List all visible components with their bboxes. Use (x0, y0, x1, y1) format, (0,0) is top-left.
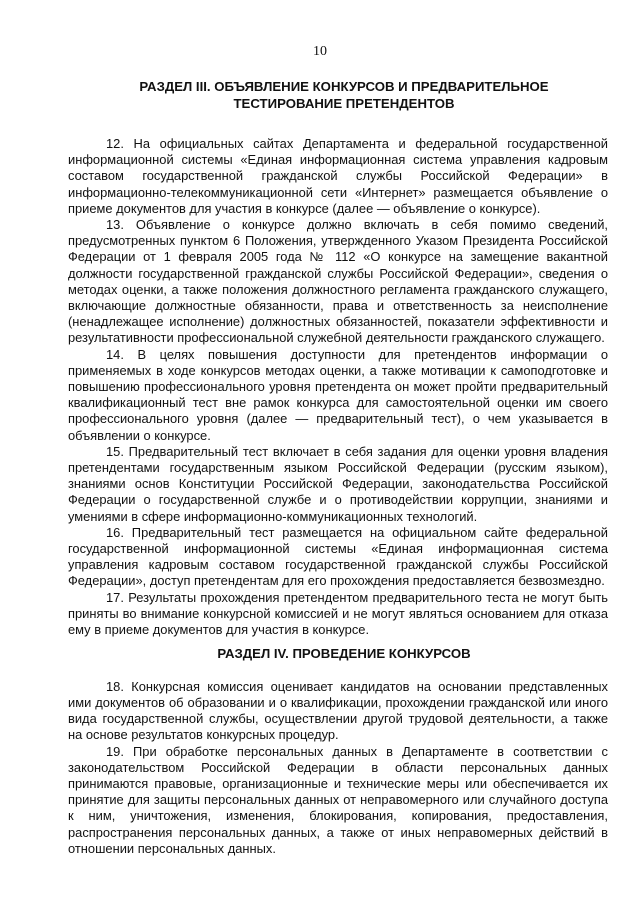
section-3-title (68, 79, 608, 112)
section-4-title: РАЗДЕЛ IV. ПРОВЕДЕНИЕ КОНКУРСОВ (217, 646, 471, 662)
section-4-body (68, 679, 608, 857)
paragraph-17: 17. Результаты прохождения претендентом предварительного теста не могут быть приняты во внимание конкурсной комиссией и не могут являться основанием для отказа ему в приеме документов для участия в конкурсе. (68, 589, 608, 638)
paragraph-13: 13. Объявление о конкурсе должно включать в себя помимо сведений, предусмотренных пунктом 6 Положения, утвержденного Указом Президента Российской Федерации от 1 февраля 2005 года № 112 «О конкурсе на замещение вакантной должности государственной гражданской службы Российской Федерации», сведения о методах оценки, а также положения должностного регламента гражданского служащего, включающие должностные обязанности, права и ответственность за неисполнение (ненадлежащее исполнение) должностных обязанностей, показатели эффективности и результативности профессиональной служебной деятельности гражданского служащего. (68, 217, 608, 346)
section-3-title-line-1: РАЗДЕЛ III. ОБЪЯВЛЕНИЕ КОНКУРСОВ И ПРЕДВАРИТЕЛЬНОЕ (139, 79, 549, 94)
section-3-body (68, 136, 608, 638)
paragraph-15: 15. Предварительный тест включает в себя задания для оценки уровня владения претендентами государственным языком Российской Федерации (русским языком), знаниями основ Конституции Российской Федерации, законодательства Российской Федерации о государственной службе и о противодействии коррупции, знаниями и умениями в сфере информационно-коммуникационных технологий. (68, 443, 608, 524)
paragraph-12: 12. На официальных сайтах Департамента и федеральной государственной информационной системы «Единая информационная система управления кадровым составом государственной гражданской службы Российской Федерации» в информационно-телекоммуникационной сети «Интернет» размещается объявление о приеме документов для участия в конкурсе (далее — объявление о конкурсе). (68, 136, 608, 216)
spacer (68, 112, 608, 136)
paragraph-19: 19. При обработке персональных данных в Департаменте в соответствии с законодательством Российской Федерации в области персональных данных принимаются правовые, организационные и технические меры или обеспечивается их принятие для защиты персональных данных от неправомерного или случайного доступа к ним, уничтожения, изменения, блокирования, копирования, предоставления, распространения персональных данных, а также от иных неправомерных действий в отношении персональных данных. (68, 743, 608, 856)
paragraph-14: 14. В целях повышения доступности для претендентов информации о применяемых в ходе конкурсов методах оценки, а также мотивации к самоподготовке и повышению профессионального уровня претендента он может пройти предварительный квалификационный тест вне рамок конкурса для самостоятельной оценки им своего профессионального уровня (далее — предварительный тест), о чем указывается в объявлении о конкурсе. (68, 346, 608, 443)
paragraph-18: 18. Конкурсная комиссия оценивает кандидатов на основании представленных ими документов об образовании и о квалификации, прохождении гражданской или иного вида государственной службы, осуществлении другой трудовой деятельности, а также на основе результатов конкурсных процедур. (68, 678, 608, 743)
paragraph-16: 16. Предварительный тест размещается на официальном сайте федеральной государственной информационной системы «Единая информационная система управления кадровым составом государственной гражданской службы Российской Федерации», доступ претендентам для его прохождения предоставляется безвозмездно. (68, 524, 608, 589)
page-number: 10 (313, 44, 327, 59)
section-3-title-line-2: ТЕСТИРОВАНИЕ ПРЕТЕНДЕНТОВ (233, 95, 455, 111)
